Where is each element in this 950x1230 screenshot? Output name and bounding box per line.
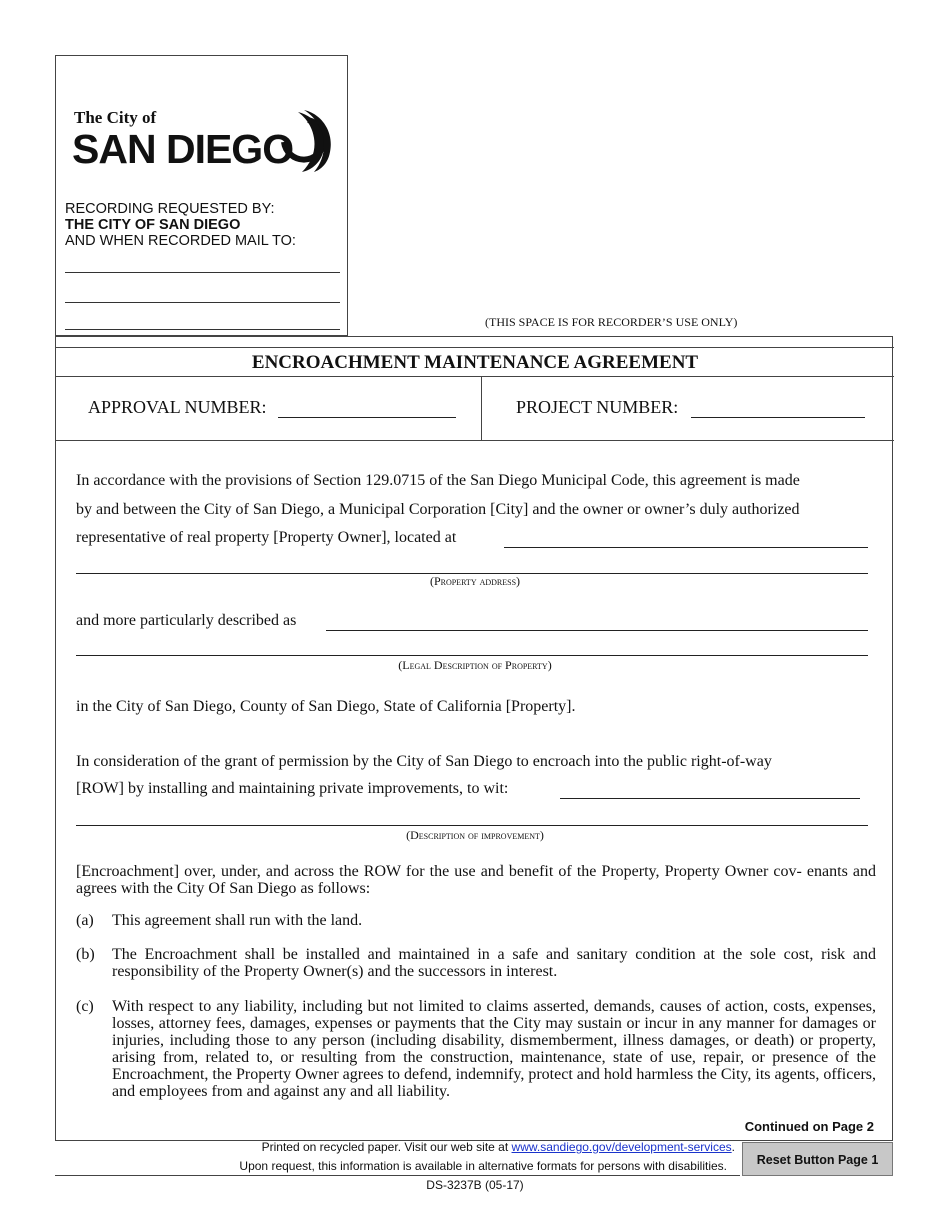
mail-to-line-3[interactable] [65,329,340,330]
para1-line2: by and between the City of San Diego, a Municipal Corporation [City] and the owner or owner’s duly authorized [76,501,800,518]
mail-to-line-1[interactable] [65,272,340,273]
para2-line1: In consideration of the grant of permission by the City of San Diego to encroach into the public right-of-way [76,753,772,770]
footer-recycled-suffix: . [731,1140,735,1154]
item-a-text: This agreement shall run with the land. [112,912,363,929]
recorder-note: (THIS SPACE IS FOR RECORDER’S USE ONLY) [485,315,738,329]
numbers-divider [481,377,482,441]
mail-to-line-2[interactable] [65,302,340,303]
recording-requested-label: RECORDING REQUESTED BY: [65,201,275,217]
agreement-form [55,336,893,1141]
footer-divider [55,1175,740,1176]
item-b-text: The Encroachment shall be installed and maintained in a safe and sanitary condition at the sole cost, risk and responsibility of the Property Owner(s) and the successors in interest. [112,946,876,980]
project-number-field[interactable] [691,417,865,418]
continued-note: Continued on Page 2 [744,1119,874,1134]
form-title: ENCROACHMENT MAINTENANCE AGREEMENT [251,352,699,373]
logo-text-small: The City of [74,108,157,127]
recording-box [55,55,348,336]
item-b-label: (b) [76,946,95,963]
approval-number-label: APPROVAL NUMBER: [88,397,267,417]
city-logo-icon [278,108,333,174]
approval-number-field[interactable] [278,417,456,418]
para2-line2: [ROW] by installing and maintaining private improvements, to wit: [76,780,509,797]
reset-page-button[interactable]: Reset Button Page 1 [742,1142,893,1176]
para3: [Encroachment] over, under, and across the ROW for the use and benefit of the Property, Property Owner cov- enants and agrees with the City Of San Diego as follows: [76,863,876,897]
footer-recycled-prefix: Printed on recycled paper. Visit our web site at [261,1140,512,1154]
legal-description-field-start[interactable] [326,612,868,631]
numbers-row [56,377,894,441]
logo-text-big: SAN DIEGO [72,126,294,172]
caption-improvement: (Description of improvement) [406,828,544,842]
para1-line1: In accordance with the provisions of Section 129.0715 of the San Diego Municipal Code, this agreement is made [76,472,800,489]
item-c-text: With respect to any liability, including but not limited to claims asserted, demands, causes of action, costs, expenses, losses, attorney fees, damages, expenses or payments that the City may sustain or incur in any manner for damages or injuries, including those to any person (including disability, dismemberment, illness damages, or death) or property, arising from, related to, or resulting from the construction, maintenance, state of use, repair, or presence of the Encroachment, the Property Owner agrees to defend, indemnify, protect and hold harmless the City, its agents, officers, and employees from and against any and all liability. [112,998,876,1100]
legal-description-field[interactable] [76,639,868,656]
improvement-field-start[interactable] [560,780,860,799]
form-code: DS-3237B (05-17) [426,1178,524,1192]
item-c-label: (c) [76,998,94,1015]
described-as-label: and more particularly described as [76,612,297,629]
project-number-label: PROJECT NUMBER: [516,397,679,417]
title-row [56,347,894,377]
website-link[interactable]: www.sandiego.gov/development-services [511,1140,732,1154]
property-address-field[interactable] [76,557,868,574]
item-a-label: (a) [76,912,94,929]
improvement-field[interactable] [76,809,868,826]
mail-to-label: AND WHEN RECORDED MAIL TO: [65,233,296,249]
caption-property-address: (Property address) [429,574,521,588]
para-location: in the City of San Diego, County of San Diego, State of California [Property]. [76,698,576,715]
footer-recycled-note [55,1140,735,1154]
city-name-label: THE CITY OF SAN DIEGO [65,217,241,233]
para1-line3: representative of real property [Property Owner], located at [76,529,457,546]
footer-alt-formats: Upon request, this information is available in alternative formats for persons with disabilities. [239,1159,727,1173]
property-address-field-start[interactable] [504,529,868,548]
caption-legal-description: (Legal Description of Property) [398,658,552,672]
